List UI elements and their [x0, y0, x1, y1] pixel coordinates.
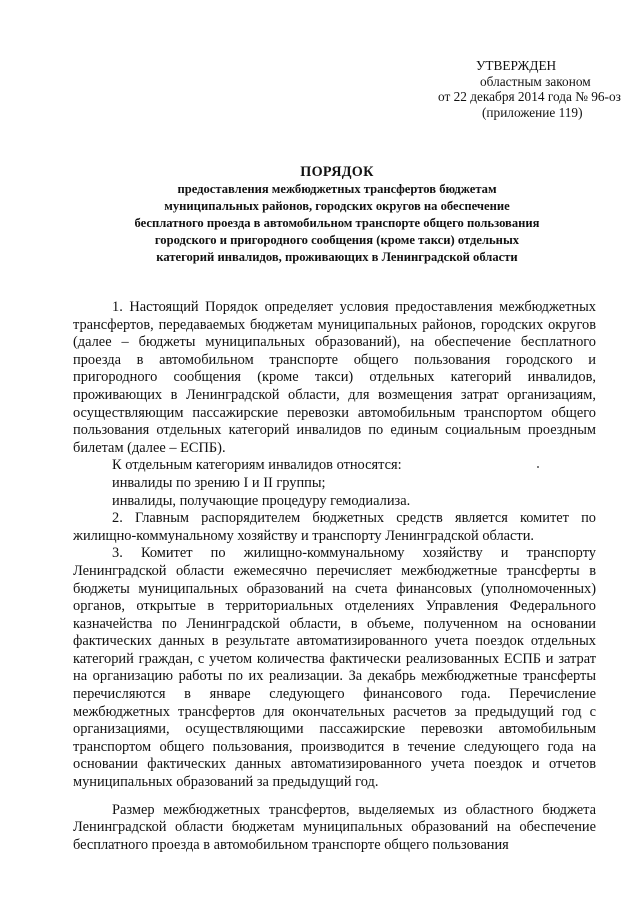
- approval-line-4: (приложение 119): [482, 104, 583, 120]
- subtitle-line: городского и пригородного сообщения (кроме такси) отдельных: [154, 233, 520, 247]
- document-body: [73, 299, 596, 854]
- paragraph-category-vision: инвалиды по зрению I и II группы;: [112, 474, 326, 491]
- document-title: ПОРЯДОК: [300, 164, 374, 180]
- paragraph-1: 1. Настоящий Порядок определяет условия предоставления межбюджетных трансфертов, передаваемых бюджетам муниципальных районов, городских округов (далее – бюджеты муниципальных образований), на обеспечение бесплатного проезда в автомобильном транспорте общего пользования городского и пригородного сообщения (кроме такси) отдельных категорий инвалидов, проживающих в Ленинградской области, для возмещения затрат организациям, осуществляющим пассажирские перевозки автомобильным транспортом общего пользования отдельных категорий инвалидов по единым социальным проездным билетам (далее – ЕСПБ).: [73, 299, 596, 456]
- subtitle-line: муниципальных районов, городских округов на обеспечение: [164, 199, 510, 213]
- approval-line-1: УТВЕРЖДЕН: [476, 58, 557, 73]
- paragraph-2: 2. Главным распорядителем бюджетных средств является комитет по жилищно-коммунальному хозяйству и транспорту Ленинградской области.: [73, 510, 596, 544]
- subtitle-line: бесплатного проезда в автомобильном транспорте общего пользования: [134, 216, 540, 230]
- subtitle-line: категорий инвалидов, проживающих в Ленинградской области: [156, 250, 518, 264]
- paragraph-categories-intro: К отдельным категориям инвалидов относятся:: [112, 457, 402, 474]
- paragraph-3: 3. Комитет по жилищно-коммунальному хозяйству и транспорту Ленинградской области ежемесячно перечисляет межбюджетные трансферты в бюджеты муниципальных образований на счета финансовых (уполномоченных) органов, открытые в территориальных отделениях Управления Федерального казначейства по Ленинградской области, в объеме, полученном на основании фактических данных в результате автоматизированного учета поездок отдельных категорий граждан, с учетом количества фактически реализованных ЕСПБ и затрат на организацию работы по их реализации. За декабрь межбюджетные трансферты перечисляются в январе следующего финансового года. Перечисление межбюджетных трансфертов для окончательных расчетов за предыдущий год с организациями, осуществляющими пассажирские перевозки автомобильным транспортом общего пользования, производится в течение следующего года на основании фактических данных автоматизированного учета поездок и отчетов муниципальных образований за предыдущий год.: [73, 545, 596, 791]
- approval-line-2: областным законом: [480, 73, 591, 89]
- paragraph-amount: Размер межбюджетных трансфертов, выделяемых из областного бюджета Ленинградской области бюджетам муниципальных образований на обеспечение бесплатного проезда в автомобильном транспорте общего пользования: [73, 801, 596, 853]
- subtitle-line: предоставления межбюджетных трансфертов бюджетам: [177, 182, 497, 196]
- approval-line-3: от 22 декабря 2014 года № 96-оз: [438, 89, 621, 104]
- approval-stamp: [420, 58, 620, 120]
- paragraph-category-dialysis: инвалиды, получающие процедуру гемодиализа.: [112, 492, 411, 509]
- scan-speck: [537, 466, 539, 468]
- document-title-block: [80, 163, 594, 266]
